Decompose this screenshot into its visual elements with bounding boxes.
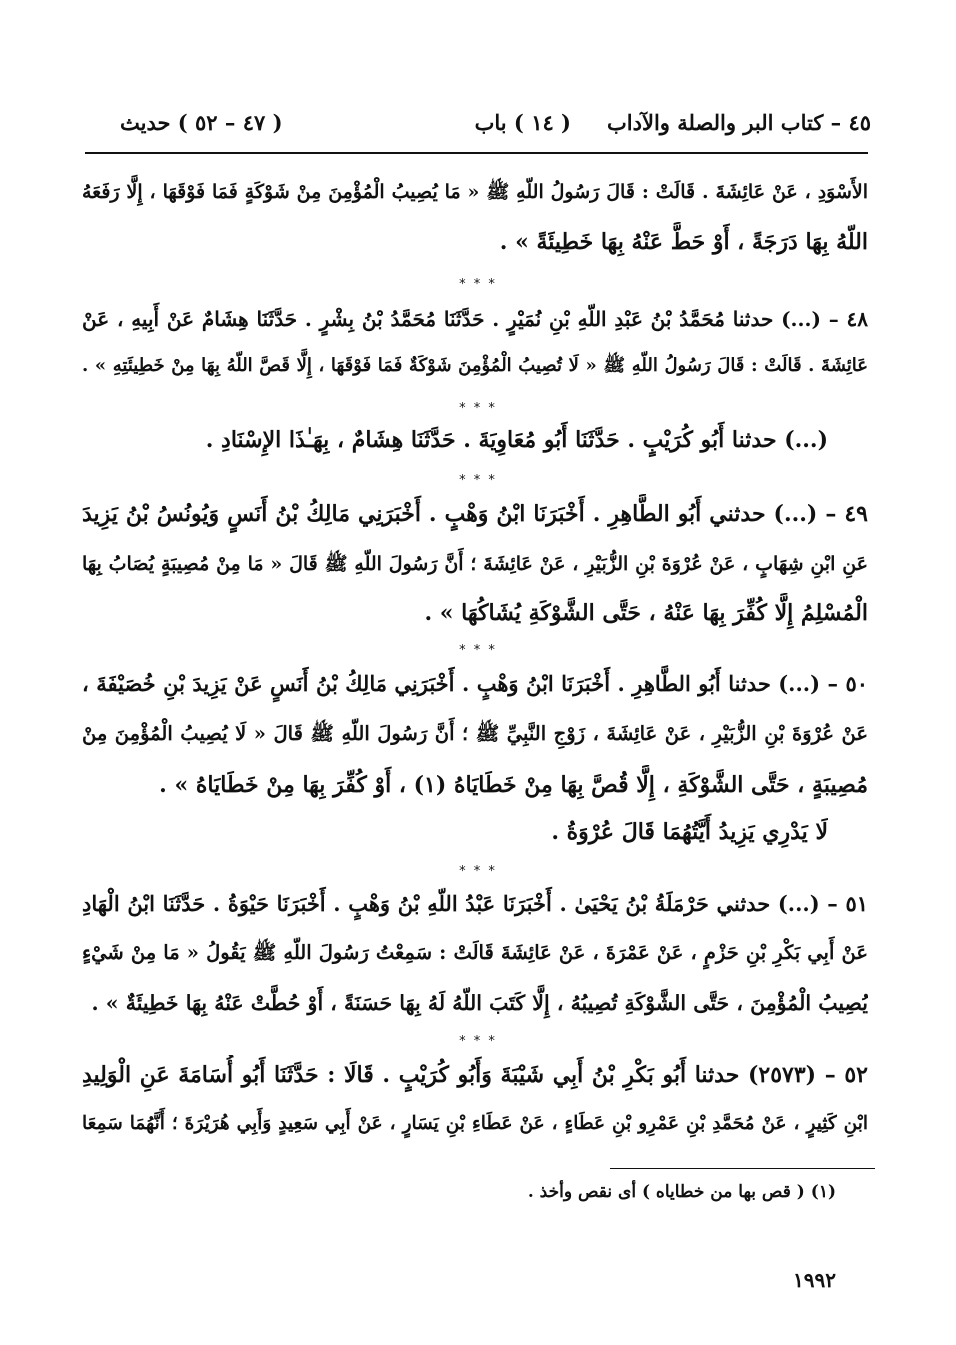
header-chapter: ( ١٤ ) باب (474, 110, 571, 135)
section-separator: * * * (459, 1034, 497, 1049)
text-line: لَا يَدْرِي يَزِيدُ أَيَّتُهُمَا قَالَ عُرْوَةُ . (551, 819, 828, 845)
text-line: ٥١ – (...) حدثني حَرْمَلَةُ بْنُ يَحْيَىٰ . أَخْبَرَنَا عَبْدُ اللّهِ بْنُ وَهْبٍ . أَخْبَرَنَا حَيْوَةُ . حَدَّثَنَا ابْنُ الْهَادِ (82, 891, 868, 916)
text-line: الأَسْوَدِ ، عَنْ عَائِشَةَ . قَالَتْ : قَالَ رَسُولُ اللّهِ ﷺ « مَا يُصِيبُ الْمُؤْمِنَ مِنْ شَوْكَةٍ فَمَا فَوْقَهَا ، إِلَّا رَفَعَهُ (82, 181, 868, 203)
text-line: ٤٨ – (...) حدثنا مُحَمَّدُ بْنُ عَبْدِ اللّهِ بْنِ نُمَيْرٍ . حَدَّثَنَا مُحَمَّدُ بْنُ بِشْرٍ . حَدَّثَنَا هِشَامٌ عَنْ أَبِيهِ ، عَنْ (82, 307, 868, 331)
text-line: اللّهُ بِهَا دَرَجَةً ، أَوْ حَطَّ عَنْهُ بِهَا خَطِيئَةً » . (499, 229, 868, 255)
header-hadith-range: ( ٤٧ – ٥٢ ) حديث (120, 110, 283, 135)
section-separator: * * * (459, 864, 497, 879)
text-line: (...) حدثنا أَبُو كُرَيْبٍ . حَدَّثَنَا أَبُو مُعَاوِيَةَ . حَدَّثَنَا هِشَامٌ ، بِهَـٰذَا الإِسْنَادِ . (205, 427, 828, 453)
text-line: الْمُسْلِمُ إِلَّا كُفِّرَ بِهَا عَنْهُ ، حَتَّى الشَّوْكَةِ يُشَاكُهَا » . (424, 600, 868, 626)
text-line: ٥٠ – (...) حدثنا أَبُو الطَّاهِرِ . أَخْبَرَنَا ابْنُ وَهْبٍ . أَخْبَرَنِي مَالِكُ بْنُ أَنَسٍ عَنْ يَزِيدَ بْنِ خُصَيْفَةَ ، (82, 671, 868, 696)
running-header (120, 100, 871, 146)
section-separator: * * * (459, 277, 497, 292)
header-rule (85, 152, 868, 154)
section-separator: * * * (459, 643, 497, 658)
text-line: عَنْ عُرْوَةَ بْنِ الزُّبَيْرِ ، عَنْ عَائِشَةَ ، زَوْجِ النَّبِيِّ ﷺ ؛ أَنَّ رَسُولَ اللّهِ ﷺ قَالَ « لَا يُصِيبُ الْمُؤْمِنَ مِنْ (82, 722, 868, 745)
text-line: ٥٢ – (٢٥٧٣) حدثنا أَبُو بَكْرِ بْنُ أَبِي شَيْبَةَ وَأَبُو كُرَيْبٍ . قَالَا : حَدَّثَنَا أَبُو أُسَامَةَ عَنِ الْوَلِيدِ (82, 1062, 868, 1088)
text-line: عَنْ أَبِي بَكْرِ بْنِ حَزْمٍ ، عَنْ عَمْرَةَ ، عَنْ عَائِشَةَ قَالَتْ : سَمِعْتُ رَسُولَ اللّهِ ﷺ يَقُولُ « مَا مِنْ شَيْءٍ (82, 941, 868, 964)
text-line: ٤٩ – (...) حدثني أَبُو الطَّاهِرِ . أَخْبَرَنَا ابْنُ وَهْبٍ . أَخْبَرَنِي مَالِكُ بْنُ أَنَسٍ وَيُونُسُ بْنُ يَزِيدَ (82, 501, 868, 527)
text-line: ابْنِ كَثِيرٍ ، عَنْ مُحَمَّدِ بْنِ عَمْرِو بْنِ عَطَاءٍ ، عَنْ عَطَاءِ بْنِ يَسَارٍ ، عَنْ أَبِي سَعِيدٍ وَأَبِي هُرَيْرَةَ ؛ أَنَّهُمَا سَمِعَا (82, 1113, 868, 1134)
header-book-title: ٤٥ – كتاب البر والصلة والآداب (607, 110, 871, 135)
text-line: عَنِ ابْنِ شِهَابٍ ، عَنْ عُرْوَةَ بْنِ الزُّبَيْرِ ، عَنْ عَائِشَةَ ؛ أَنَّ رَسُولَ اللّهِ ﷺ قَالَ « مَا مِنْ مُصِيبَةٍ يُصَابُ بِهَا (82, 553, 868, 575)
section-separator: * * * (459, 473, 497, 488)
footnote-rule (610, 1168, 875, 1169)
section-separator: * * * (459, 401, 497, 416)
text-line: مُصِيبَةٍ ، حَتَّى الشَّوْكَةِ ، إِلَّا قُصَّ بِهَا مِنْ خَطَايَاهُ (١) ، أَوْ كُفِّرَ بِهَا مِنْ خَطَايَاهُ » . (159, 772, 868, 798)
footnote: (١) ( قص بها من خطاياه ) أى نقص وأخذ . (527, 1182, 836, 1202)
page-number: ١٩٩٢ (793, 1268, 836, 1292)
text-line: يُصِيبُ الْمُؤْمِنَ ، حَتَّى الشَّوْكَةِ تُصِيبُهُ ، إِلَّا كَتَبَ اللّهُ لَهُ بِهَا حَسَنَةً ، أَوْ حُطَّتْ عَنْهُ بِهَا خَطِيئَةٌ » . (91, 991, 868, 1015)
text-line: عَائِشَةَ . قَالَتْ : قَالَ رَسُولُ اللّهِ ﷺ « لَا تُصِيبُ الْمُؤْمِنَ شَوْكَةٌ فَمَا فَوْقَهَا ، إِلَّا قَصَّ اللّهُ بِهَا مِنْ خَطِيئَتِهِ » . (82, 355, 868, 376)
